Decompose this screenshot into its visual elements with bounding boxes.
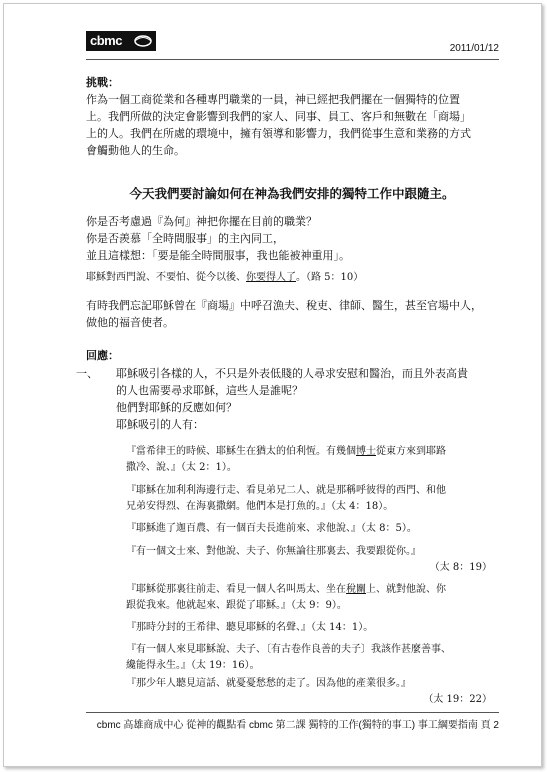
globe-logo-icon [133, 34, 153, 48]
reminder-line: 做他的福音使者。 [86, 316, 174, 329]
quote-text: 纔能得永生。』（太 19：16）。 [126, 660, 260, 671]
response-heading: 回應： [86, 349, 119, 362]
verse-text: 耶穌對西門說、不要怕、從今以後、 [86, 272, 246, 283]
quote-matthew-8-5 [126, 521, 492, 537]
quote-matthew-14-1 [126, 620, 492, 636]
response-number: 一、 [76, 367, 98, 380]
quote-text: 『當希律王的時候、耶穌生在猶太的伯利恆。有幾個 [126, 446, 356, 457]
response-line: 耶穌吸引各樣的人，不只是外表低賤的人尋求安慰和醫治，而且外表高貴 [116, 367, 468, 380]
quote-text: 『耶穌進了迦百農、有一個百夫長進前來、求他說、』（太 8：5）。 [126, 523, 417, 534]
response-line: 的人也需要尋求耶穌，這些人是誰呢？ [116, 384, 303, 397]
challenge-heading: 挑戰： [86, 76, 119, 89]
response-line: 耶穌吸引的人有： [116, 418, 204, 431]
question-line: 並且這樣想：「要是能全時間服事，我也能被神重用」。 [86, 249, 350, 262]
cbmc-logo [86, 31, 156, 51]
quote-text: 『耶穌從那裏往前走、看見一個人名叫馬太、坐在 [126, 584, 346, 595]
questions-section [86, 213, 496, 264]
quote-text: 上、就對他說、你 [366, 584, 446, 595]
header-divider [86, 59, 499, 60]
response-line: 他們對耶穌的反應如何？ [116, 401, 237, 414]
challenge-section [86, 74, 496, 159]
response-section [116, 365, 496, 433]
quote-text: 兄弟安得烈、在海裏撒網。他們本是打魚的。』（太 4：18）。 [126, 501, 394, 512]
question-line: 你是否考慮過『為何』神把你擺在目前的職業？ [86, 215, 317, 228]
reminder-section [86, 297, 496, 331]
reminder-line: 有時我們忘記耶穌曾在『商場』中呼召漁夫、稅吏、律師、醫生，甚至官場中人， [86, 299, 482, 312]
quote-matthew-8-19 [126, 544, 492, 576]
quote-text: 『那少年人聽見這話、就憂憂愁愁的走了。因為他的產業很多。』 [126, 678, 411, 689]
challenge-line: 作為一個工商從業和各種專門職業的一員，神已經把我們擺在一個獨特的位置 [86, 93, 460, 106]
quote-text: 『有一個人來見耶穌說、夫子、〔有古卷作良善的夫子〕我該作甚麼善事、 [126, 644, 451, 655]
verse-underlined: 你要得人了 [246, 272, 296, 283]
quote-text: 跟從我來。他就起來、跟從了耶穌。』（太 9：9）。 [126, 600, 347, 611]
quote-underlined: 稅關 [346, 584, 366, 595]
challenge-line: 上。我們所做的決定會影響到我們的家人、同事、員工、客戶和無數在「商場」 [86, 110, 471, 123]
challenge-line: 上的人。我們在所處的環境中，擁有領導和影響力，我們從事生意和業務的方式 [86, 127, 471, 140]
quote-underlined: 博士 [356, 446, 376, 457]
quote-text: 『耶穌在加利利海邊行走、看見弟兄二人、就是那稱呼彼得的西門、和他 [126, 485, 446, 496]
quote-text: 從東方來到耶路 [376, 446, 446, 457]
quote-text: 『有一個文士來、對他說、夫子、你無論往那裏去、我要跟從你。』 [126, 546, 421, 557]
logo-text: cbmc [90, 33, 122, 48]
challenge-line: 會觸動他人的生命。 [86, 144, 185, 157]
quote-matthew-9-9 [126, 582, 492, 614]
document-page [3, 3, 542, 767]
quote-matthew-2-1 [126, 444, 492, 476]
verse-luke [86, 270, 496, 286]
quote-matthew-4-18 [126, 483, 492, 515]
quote-text: 『那時分封的王希律、聽見耶穌的名聲、』（太 14：1）。 [126, 622, 374, 633]
main-headline: 今天我們要討論如何在神為我們安排的獨特工作中跟隨主。 [129, 186, 455, 201]
verse-reference: 。（路 5：10） [296, 272, 364, 283]
quote-matthew-19-16 [126, 642, 492, 674]
quote-reference: （太 19：22） [423, 694, 492, 705]
quote-matthew-19-22 [126, 676, 492, 708]
quote-reference: （太 8：19） [429, 562, 492, 573]
page-footer: cbmc 高雄商成中心 從神的觀點看 cbmc 第二課 獨特的工作(獨特的事工) 事工綱要指南 頁 2 [96, 720, 499, 731]
document-date: 2011/01/12 [449, 43, 499, 54]
question-line: 你是否羨慕「全時間服事」的主內同工， [86, 232, 284, 245]
footer-divider [86, 712, 499, 713]
quote-text: 撒冷、說、』（太 2：1）。 [126, 462, 237, 473]
